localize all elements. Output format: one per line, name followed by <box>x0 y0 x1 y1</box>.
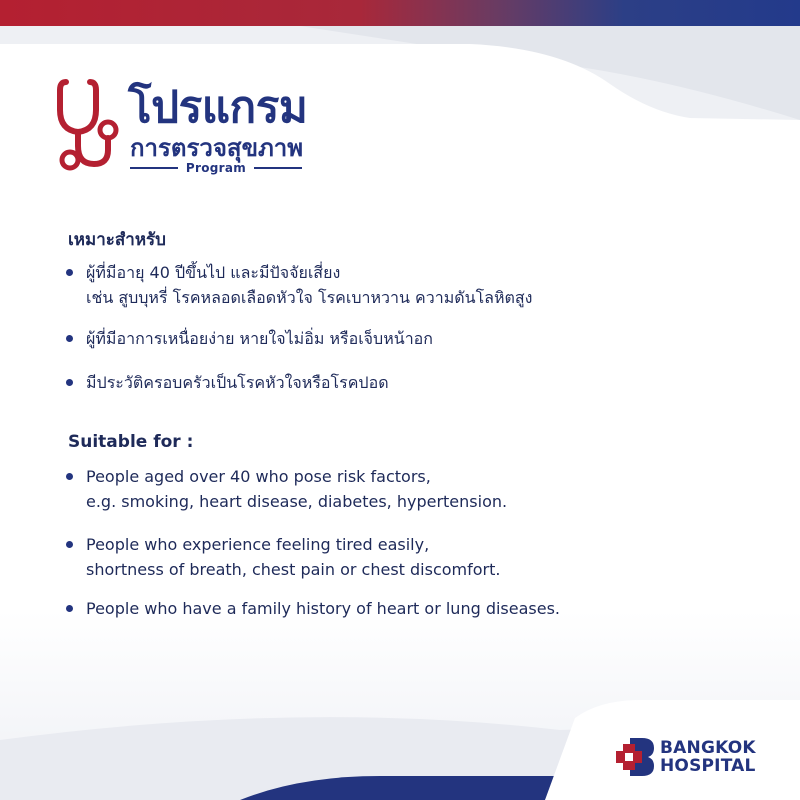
bullet-text <box>86 260 532 310</box>
english-bullet-2 <box>66 532 501 582</box>
english-bullet-3 <box>66 596 560 621</box>
thai-section-title: เหมาะสำหรับ <box>68 230 166 250</box>
bullet-dot <box>66 269 73 276</box>
bullet-line: shortness of breath, chest pain or chest discomfort. <box>86 560 501 579</box>
divider-line <box>130 167 178 169</box>
thai-bullet-2 <box>66 326 433 351</box>
brand-line-1: BANGKOK <box>660 738 756 758</box>
bangkok-hospital-logo <box>616 738 756 776</box>
bullet-line: ผู้ที่มีอาการเหนื่อยง่าย หายใจไม่อิ่ม หรือเจ็บหน้าอก <box>86 329 433 348</box>
divider-line <box>254 167 302 169</box>
bullet-text <box>86 464 507 514</box>
bullet-dot <box>66 541 73 548</box>
bullet-text <box>86 326 433 351</box>
hospital-cross-icon <box>616 738 654 776</box>
thai-bullet-3 <box>66 370 389 395</box>
brand-line-2: HOSPITAL <box>660 756 756 776</box>
logo-program-label: Program <box>185 161 247 175</box>
stethoscope-icon <box>56 78 126 178</box>
bullet-dot <box>66 605 73 612</box>
logo-program-row <box>130 160 302 176</box>
thai-bullet-1 <box>66 260 532 310</box>
bullet-line: ผู้ที่มีอายุ 40 ปีขึ้นไป และมีปัจจัยเสี่ยง <box>86 263 341 282</box>
bullet-line: มีประวัติครอบครัวเป็นโรคหัวใจหรือโรคปอด <box>86 373 389 392</box>
logo-subtitle: การตรวจสุขภาพ <box>130 134 304 162</box>
bullet-line: e.g. smoking, heart disease, diabetes, hypertension. <box>86 492 508 511</box>
brand-wordmark <box>660 739 756 775</box>
bullet-text <box>86 596 560 621</box>
bullet-dot <box>66 379 73 386</box>
bullet-line: เช่น สูบบุหรี่ โรคหลอดเลือดหัวใจ โรคเบาหวาน ความดันโลหิตสูง <box>86 288 533 307</box>
logo-title: โปรแกรม <box>128 82 308 133</box>
bullet-dot <box>66 473 73 480</box>
bullet-line: People who experience feeling tired easily, <box>86 535 430 554</box>
bullet-text <box>86 532 501 582</box>
english-section-title: Suitable for : <box>68 432 194 452</box>
bullet-line: People aged over 40 who pose risk factors, <box>86 467 431 486</box>
bullet-line: People who have a family history of heart or lung diseases. <box>86 599 561 618</box>
bullet-text <box>86 370 389 395</box>
bullet-dot <box>66 335 73 342</box>
english-bullet-1 <box>66 464 507 514</box>
